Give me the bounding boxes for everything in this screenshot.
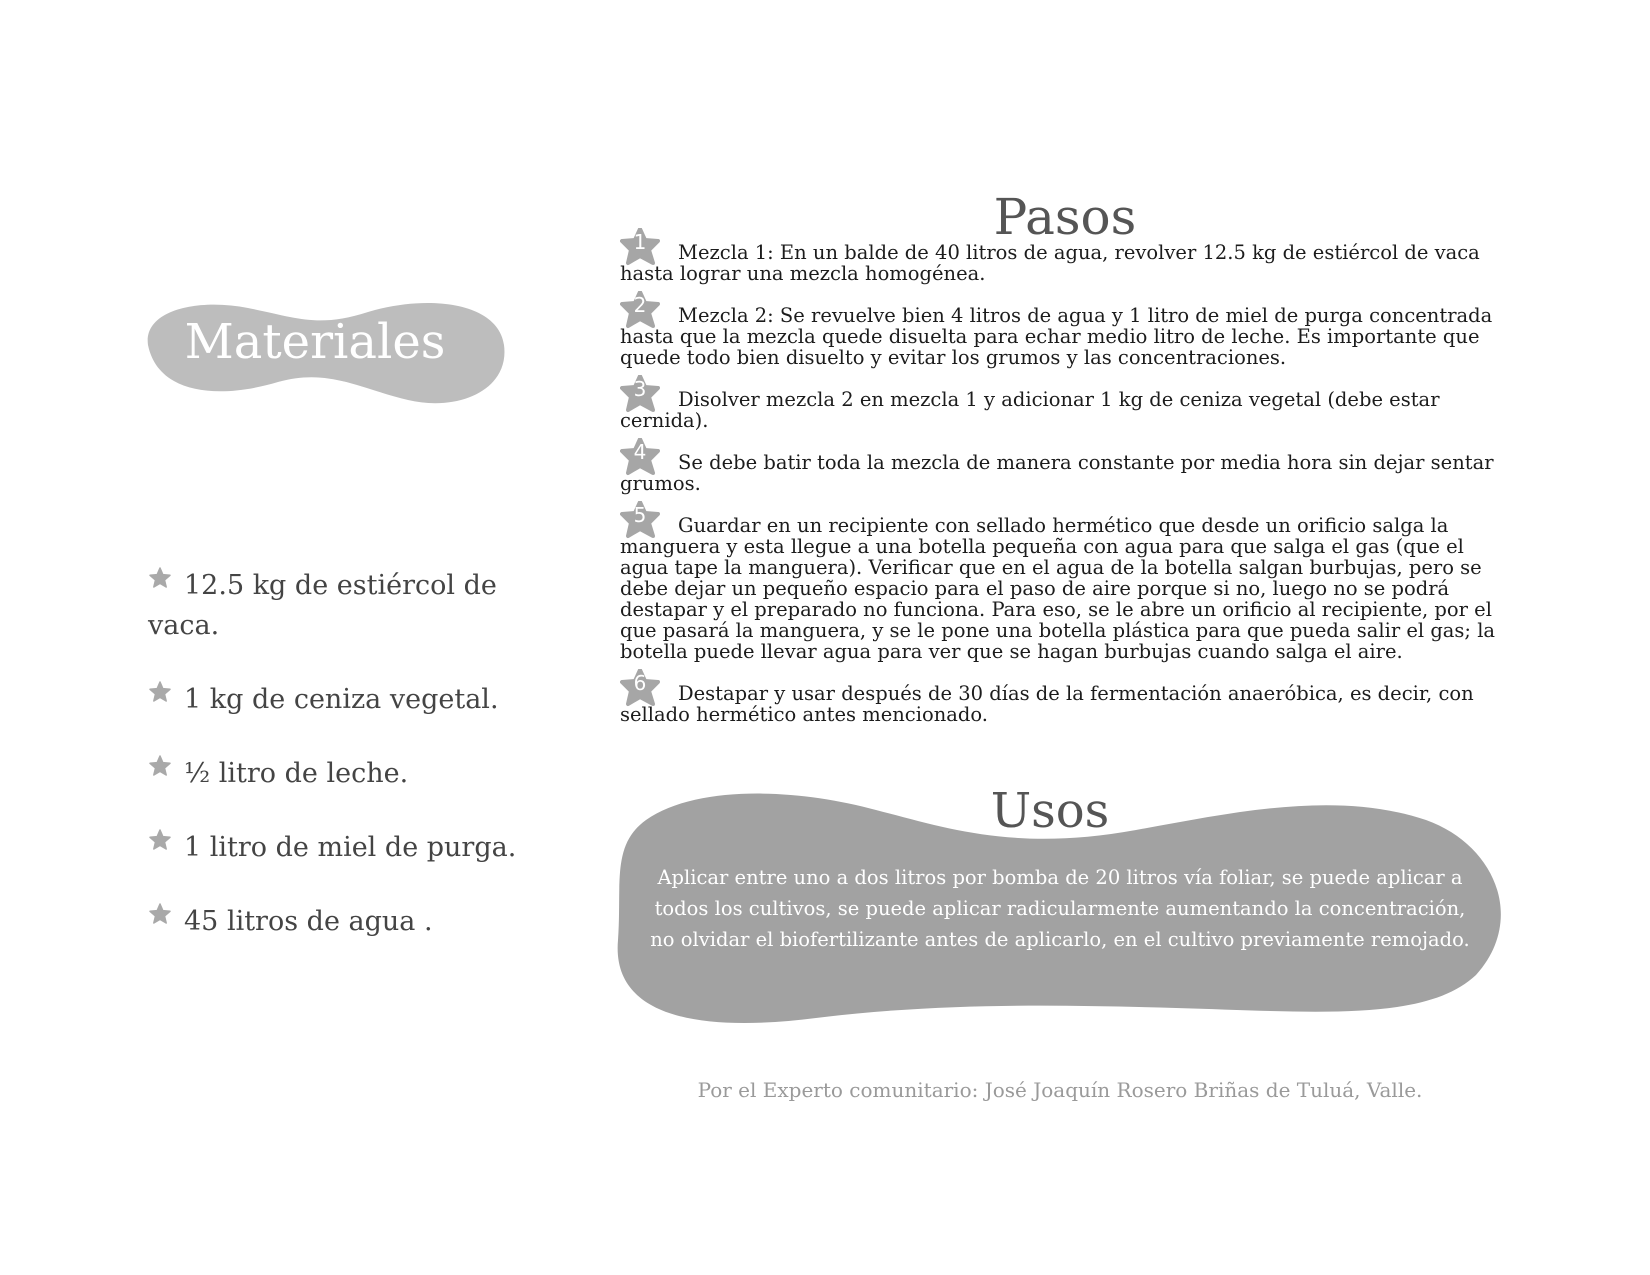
step-number: 2 (633, 293, 647, 317)
step-text: Mezcla 2: Se revuelve bien 4 litros de agua y 1 litro de miel de purga concentrada hasta que la mezcla quede disuelta para echar medio litro de leche. Es importante que quede todo bien disuelto y evitar los grumos y las concentraciones. (620, 304, 1493, 369)
step-number: 5 (633, 503, 647, 527)
author-credit: Por el Experto comunitario: José Joaquín Rosero Briñas de Tuluá, Valle. (697, 1078, 1423, 1102)
usos-text: Aplicar entre uno a dos litros por bomba de 20 litros vía foliar, se puede aplicar a todos los cultivos, se puede aplicar radicularmente aumentando la concentración, no olvidar el biofertilizante antes de aplicarlo, en el cultivo previamente remojado. (650, 866, 1470, 951)
material-text: ½ litro de leche. (184, 758, 409, 789)
step-text: Se debe batir toda la mezcla de manera constante por media hora sin dejar sentar grumos. (620, 451, 1494, 495)
step-number: 6 (633, 671, 647, 695)
step-number: 4 (633, 440, 647, 464)
list-item (148, 754, 518, 794)
steps-list (620, 230, 1500, 746)
star-icon (148, 566, 172, 590)
step-item (620, 377, 1500, 432)
step-item (620, 440, 1500, 495)
step-item (620, 503, 1500, 663)
material-text: 12.5 kg de estiércol de vaca. (148, 570, 497, 641)
step-number: 1 (633, 230, 647, 254)
step-item (620, 230, 1500, 285)
step-text: Mezcla 1: En un balde de 40 litros de agua, revolver 12.5 kg de estiércol de vaca hasta lograr una mezcla homogénea. (620, 241, 1480, 285)
material-text: 45 litros de agua . (184, 906, 433, 937)
star-icon (148, 754, 172, 778)
material-text: 1 kg de ceniza vegetal. (184, 684, 499, 715)
step-text: Guardar en un recipiente con sellado hermético que desde un orificio salga la manguera y esta llegue a una botella pequeña con agua para que salga el gas (que el agua tape la manguera). Verificar que en el agua de la botella salgan burbujas, pero se debe dejar un pequeño espacio para el paso de aire porque si no, luego no se podrá destapar y el preparado no funciona. Para eso, se le abre un orificio al recipiente, por el que pasará la manguera, y se le pone una botella plástica para que pueda salir el gas; la botella puede llevar agua para ver que se hagan burbujas cuando salga el aire. (620, 514, 1496, 663)
star-icon (148, 902, 172, 926)
star-icon (148, 680, 172, 704)
list-item (148, 680, 518, 720)
list-item (148, 902, 518, 942)
material-text: 1 litro de miel de purga. (184, 832, 517, 863)
pasos-title: Pasos (993, 188, 1137, 246)
materiales-list (148, 566, 518, 942)
step-item (620, 671, 1500, 726)
materiales-title: Materiales (184, 314, 446, 370)
step-text: Disolver mezcla 2 en mezcla 1 y adicionar 1 kg de ceniza vegetal (debe estar cernida). (620, 388, 1440, 432)
list-item (148, 566, 518, 646)
usos-title: Usos (990, 783, 1110, 839)
star-icon (148, 828, 172, 852)
step-item (620, 293, 1500, 369)
step-number: 3 (633, 377, 647, 401)
list-item (148, 828, 518, 868)
step-text: Destapar y usar después de 30 días de la fermentación anaeróbica, es decir, con sellado hermético antes mencionado. (620, 682, 1474, 726)
